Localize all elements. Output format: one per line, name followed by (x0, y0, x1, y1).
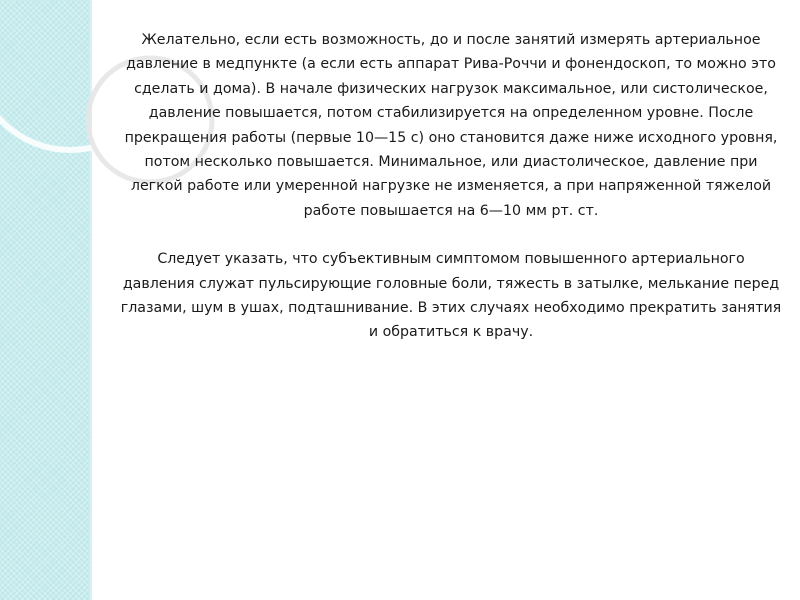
paragraph-blood-pressure-measurement: Желательно, если есть возможность, до и после занятий измерять артериальное давление в медпункте (а если есть аппарат Рива-Роччи и фонендоскоп, то можно это сделать и дома). В начале физических нагрузок максимальное, или систолическое, давление повышается, потом стабилизируется на определенном уровне. После прекращения работы (первые 10—15 с) оно становится даже ниже исходного уровня, потом несколько повышается. Минимальное, или диастолическое, давление при легкой работе или умеренной нагрузке не изменяется, а при напряженной тяжелой работе повышается на 6—10 мм рт. ст. (124, 32, 778, 219)
slide-body-text (120, 28, 782, 345)
paragraph-symptoms: Следует указать, что субъективным симптомом повышенного артериального давления служат пульсирующие головные боли, тяжесть в затылке, мелькание перед глазами, шум в ушах, подташнивание. В этих случаях необходимо прекратить занятия и обратиться к врачу. (120, 251, 782, 341)
